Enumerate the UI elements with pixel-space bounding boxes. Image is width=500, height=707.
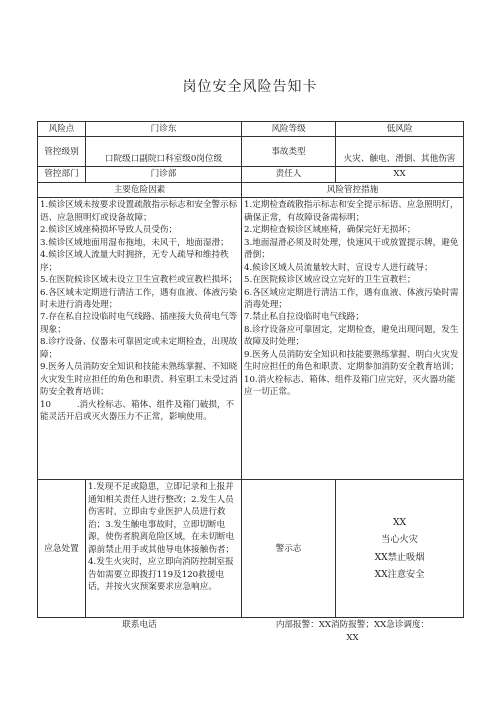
risk-measure-item: 5.在医院候诊区域应设立完好的卫生宣教栏； (244, 275, 416, 286)
control-level-value: 口院级口副院口科室级0岗位级 (86, 137, 242, 167)
risk-measure-item: 6.各区域应定期进行清洁工作，遇有血液、体液污染时需消毒处理； (244, 287, 459, 310)
control-dept-label: 管控部门 (38, 167, 86, 182)
contact-label: 联系电话 (122, 620, 157, 631)
risk-factor-item: 4.候诊区域人流量大时拥挤，无专人疏导和维持秩序； (40, 250, 229, 273)
warning-items (336, 480, 464, 618)
warning-label: 警示志 (242, 480, 336, 618)
control-level-label: 管控级别 (38, 137, 86, 167)
section-header-row (38, 182, 464, 197)
warning-item: 当心火灾 (381, 534, 418, 546)
responsible-value: XX (336, 167, 464, 182)
risk-level-value: 低风险 (336, 122, 464, 137)
accident-type-label: 事故类型 (242, 137, 336, 167)
risk-point-row (38, 122, 464, 137)
risk-point-label: 风险点 (38, 122, 86, 137)
risk-measures-header: 风险管控措施 (242, 182, 464, 197)
contact-line: XX (346, 632, 359, 643)
risk-factor-item: 7.存在私自拉设临时电气线路、插座接大负荷电气等现象； (40, 312, 238, 335)
warning-item: XX (392, 516, 407, 528)
control-dept-row (38, 167, 464, 182)
risk-factor-item: 9.医务人员消防安全知识和技能未熟练掌握、不知晓火灾发生时应担任的角色和职责、科室职工未受过消防安全教育培训； (40, 362, 238, 398)
risk-factor-item: 10 .消火栓标志、箱体、组件及箱门破损，不能灵活开启或灭火器压力不正常，影响使用。 (40, 399, 235, 423)
risk-measure-item: 8.诊疗设备应可靠固定，定期检查，避免出现问题，发生故障及时处理； (244, 324, 459, 348)
accident-type-value: 火灾、触电、滑倒、其他伤害 (336, 137, 464, 167)
page-title: 岗位安全风险告知卡 (182, 79, 318, 95)
risk-factors-header: 主要危险因素 (38, 182, 242, 197)
risk-factors-cell (38, 198, 242, 480)
warning-item: XX禁止吸烟 (374, 551, 425, 563)
risk-content-row (38, 198, 464, 480)
risk-factor-item: 2.候诊区域座椅损坏导致人员受伤； (40, 225, 178, 236)
control-level-row (38, 137, 464, 167)
risk-factor-item: 5.在医院候诊区域未设立卫生宣教栏或宣教栏损坏； (40, 275, 238, 286)
risk-point-value: 门诊东 (86, 122, 242, 137)
risk-measure-item: 1.定期检查疏散指示标志和安全提示标语、应急照明灯，确保正常，有故障设备需标明； (244, 200, 459, 223)
risk-measure-item: 10.消火栓标志、箱体、组件及箱门应完好，灭火器功能应一切正常。 (244, 374, 456, 398)
risk-measures-cell (242, 198, 464, 480)
control-dept-value: 门诊部 (86, 167, 242, 182)
emergency-text: 1.发现不足或隐患，立即记录和上报并通知相关责任人进行整改；2.发生人员伤害时，立即由专业医护人员进行救治；3.发生触电事故时，立即切断电源，使伤者脱离危险区域，在未切断电源前禁止用手或其他导电体接触伤者；4.发生火灾时，应立即向消防控制室报告如需要立即拨打119及120救援电话，并按火灾预案要求应急响应。 (86, 480, 242, 618)
risk-measure-item: 9.医务人员消防安全知识和技能要熟练掌握、明白火灾发生时应担任的角色和职责、定期参加消防安全教育培训； (244, 349, 459, 373)
warning-item: XX注意安全 (374, 569, 425, 581)
risk-measure-item: 3.地面湿滑必须及时处理，快速风干或放置提示牌，避免滑倒； (244, 237, 459, 261)
risk-measure-item: 4.候诊区域人员流量较大时，宣设专人进行疏导； (244, 262, 433, 273)
risk-measure-item: 2.定期检查候诊区域座椅，确保完好无损坏； (244, 225, 416, 236)
risk-level-label: 风险等级 (242, 122, 336, 137)
responsible-label: 责任人 (242, 167, 336, 182)
emergency-label: 应急处置 (38, 480, 86, 618)
risk-notice-table (37, 121, 464, 646)
contact-row (38, 618, 464, 646)
contact-value (242, 618, 464, 646)
contact-line: 内部报警：XX消防报警；XX急诊调度： (275, 620, 430, 631)
emergency-row (38, 480, 464, 618)
risk-factor-item: 3.候诊区域地面用湿布拖地，未风干，地面湿滑； (40, 237, 229, 248)
risk-factor-item: 8.诊疗设备、仪器未可靠固定或未定期检查，出现故障； (40, 337, 238, 360)
risk-factor-item: 1.候诊区域未按要求设置疏散指示标志和安全警示标语、应急照明灯或设备故障； (40, 200, 238, 223)
risk-factor-item: 6.各区域未定期进行清洁工作，遇有血液、体液污染时未进行消毒处理； (40, 287, 238, 310)
risk-measure-item: 7.禁止私自拉设临时电气线路； (244, 312, 364, 323)
